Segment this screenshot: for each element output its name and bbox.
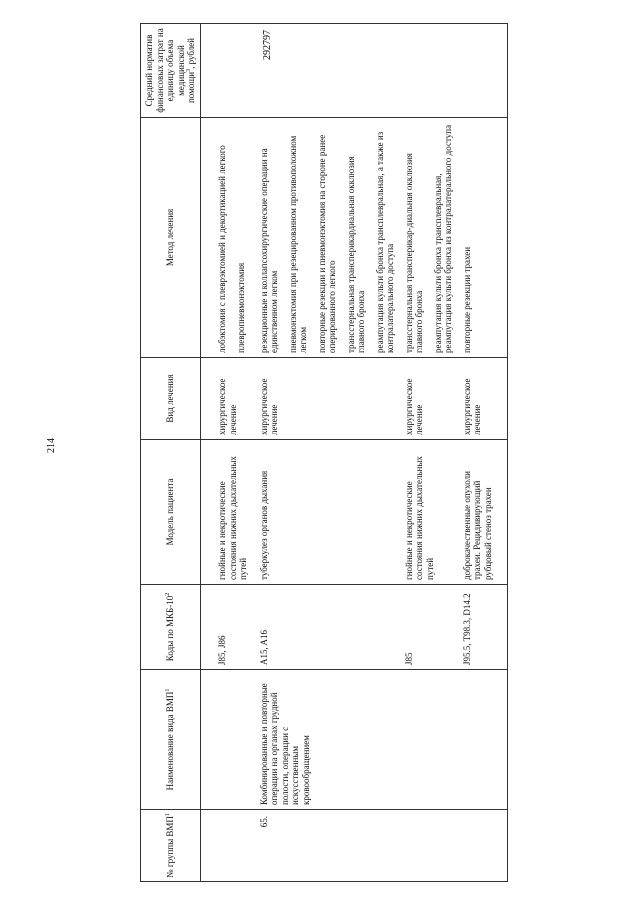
method-item: повторные резекции и пневмонэктомия на стороне ранее оперированного легкого	[316, 134, 337, 353]
cell-model: гнойные и некротические состояния нижних дыхательных путей	[396, 440, 454, 585]
table-row	[201, 24, 249, 882]
header-vmp-name: Наименование вида ВМП$^1$	[141, 670, 201, 810]
cell-treatment: хирургическое лечение	[201, 358, 249, 440]
vmp-table	[140, 23, 508, 882]
cell-methods	[249, 118, 396, 358]
cell-group-no	[396, 810, 454, 882]
method-item: реампутация культи бронха трансплевральная, а также из контралатерального доступа	[374, 131, 395, 353]
cell-model: гнойные и некротические состояния нижних дыхательных путей	[201, 440, 249, 585]
header-treatment-type: Вид лечения	[141, 358, 201, 440]
cell-cost	[201, 24, 249, 118]
cell-model: доброкачественные опухоли трахеи. Рецидивирующий рубцовый стеноз трахеи	[454, 440, 508, 585]
cell-treatment: хирургическое лечение	[249, 358, 396, 440]
cell-cost	[396, 24, 454, 118]
header-group-no: № группы ВМП$^1$	[141, 810, 201, 882]
header-patient-model: Модель пациента	[141, 440, 201, 585]
cell-icd: J85	[396, 585, 454, 670]
table-header-row	[141, 24, 201, 882]
cell-icd: J95.5, T98.3, D14.2	[454, 585, 508, 670]
method-item: трансстернальная трансперикардиальная окклюзия главного бронха	[345, 156, 366, 353]
page-number: 214	[46, 438, 57, 453]
cell-methods	[454, 118, 508, 358]
cell-methods	[201, 118, 249, 358]
cell-vmp-name	[454, 670, 508, 810]
rotated-table-frame	[140, 24, 640, 882]
header-avg-cost: Средний норматив финансовых затрат на единицу объема медицинской помощи$^3$, рублей	[141, 24, 201, 118]
method-item: трансстернальная трансперикар-диальная окклюзия главного бронха	[403, 153, 424, 353]
cell-group-no	[454, 810, 508, 882]
cell-model: туберкулез органов дыхания	[249, 440, 396, 585]
cell-vmp-name: Комбинированные и повторные операции на органах грудной полости, операции с искусственным кровообращением	[249, 670, 396, 810]
cell-group-no	[201, 810, 249, 882]
cell-treatment: хирургическое лечение	[454, 358, 508, 440]
method-item: лобэктомия с плеврэктомией и декортикацией легкого	[217, 145, 227, 353]
cell-icd: J85, J86	[201, 585, 249, 670]
method-item: резекционные и коллапсохирургические операции на единственном легком	[258, 148, 279, 353]
cell-cost: 292797	[249, 24, 396, 118]
method-item: плевропневмонэктомия	[235, 262, 246, 353]
method-item: пневмонэктомия при резецированном противоположном легком	[287, 135, 308, 353]
cell-vmp-name	[201, 670, 249, 810]
table-row	[396, 24, 454, 882]
cell-cost	[454, 24, 508, 118]
method-item: реампутация культи бронха трансплевральная, реампутация культи бронха из контралатерального доступа	[432, 124, 453, 353]
cell-vmp-name	[396, 670, 454, 810]
header-icd-codes: Коды по МКБ-$10^2$	[141, 585, 201, 670]
table-row	[249, 24, 396, 882]
cell-icd: A15, A16	[249, 585, 396, 670]
header-treatment-method: Метод лечения	[141, 118, 201, 358]
table-row	[454, 24, 508, 882]
cell-group-no: 65.	[249, 810, 396, 882]
cell-methods	[396, 118, 454, 358]
method-item: повторные резекции трахеи	[461, 246, 472, 353]
cell-treatment: хирургическое лечение	[396, 358, 454, 440]
